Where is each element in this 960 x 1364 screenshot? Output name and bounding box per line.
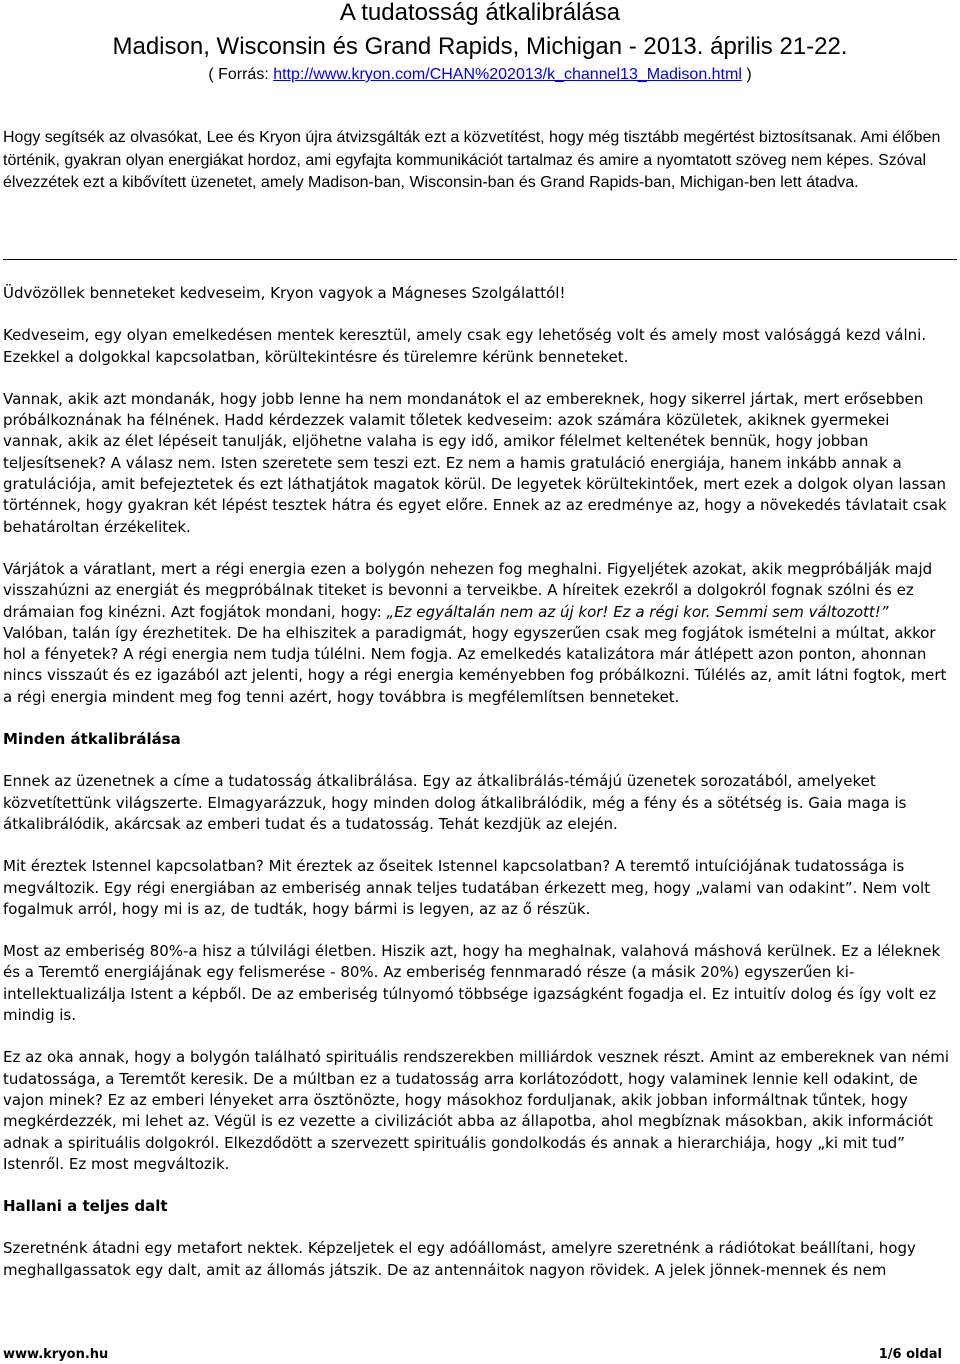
paragraph-3	[3, 559, 953, 708]
quote: „Ez egyáltalán nem az új kor! Ez a régi kor. Semmi sem változott!”	[386, 602, 889, 621]
divider	[3, 259, 957, 260]
paragraph-3-part-a: Várjátok a váratlant, mert a régi energia ezen a bolygón nehezen fog meghalni. Figyeljétek azokat, akik megpróbálják majd visszahúzni az energiát és megpróbálnak titeket is bevonni a terveikbe. A híreitek ezekről a dolgokról fognak szólni és ez drámaian fog kinézni. Azt fogjátok mondani, hogy:	[3, 559, 933, 621]
main-text	[3, 283, 953, 1302]
greeting: Üdvözöllek benneteket kedveseim, Kryon vagyok a Mágneses Szolgálattól!	[3, 284, 566, 302]
footer-page-number: 1/6 oldal	[878, 1347, 942, 1362]
paragraph-1: Kedveseim, egy olyan emelkedésen mentek keresztül, amely csak egy lehetőség volt és amely most valósággá kezd válni. Ezekkel a dolgokkal kapcsolatban, körültekintésre és türelemre kérünk benneteket.	[3, 326, 927, 366]
paragraph-5: Mit éreztek Istennel kapcsolatban? Mit éreztek az őseitek Istennel kapcsolatban? A teremtő intuíciójának tudatossága is megváltozik. Egy régi energiában az emberiség annak teljes tudatában érkezett meg, hogy „valami van odakint”. Nem volt fogalmuk arról, hogy mi is az, de tudták, hogy bármi is legyen, az az ő részük.	[3, 857, 931, 918]
paragraph-2: Vannak, akik azt mondanák, hogy jobb lenne ha nem mondanátok el az embereknek, hogy sikerrel jártak, mert erősebben próbálkoznának ha félnének. Hadd kérdezzek valamit tőletek kedveseim: azok számára közületek, akiknek gyermekei vannak, akik az élet lépéseit tanulják, eljöhetne valaha is egy idő, amikor félelmet keltenétek bennük, hogy jobban teljesítsenek? A válasz nem. Isten szeretete sem teszi ezt. Ez nem a hamis gratuláció energiája, hanem inkább annak a gratulációja, amit befejeztetek és ezt láthatjátok magatok körül. De legyetek körültekintőek, mert ezek a dolgok olyan lassan történnek, hogy gyakran két lépést tesztek hátra és egyet előre. Ennek az az eredménye az, hogy a növekedés távlatait csak behatároltan érzékelitek.	[3, 389, 947, 536]
document-subtitle: Madison, Wisconsin és Grand Rapids, Michigan - 2013. április 21-22.	[112, 33, 848, 60]
paragraph-7: Ez az oka annak, hogy a bolygón található spirituális rendszerekben milliárdok vesznek részt. Amint az embereknek van némi tudatossága, a Teremtőt keresik. De a múltban ez a tudatosság arra korlátozódott, hogy valaminek lennie kell odakint, de vajon minek? Ez az emberi lényeket arra ösztönözte, hogy másokhoz forduljanak, akik jobban informáltnak tűntek, hogy megkérdezzék, mi lehet az. Végül is ez vezette a civilizációt abba az állapotba, ahol megbíznak másokban, akik információt adnak a spirituális dolgokról. Elkezdődött a szervezett spirituális gondolkodás és annak a hierarchiája, hogy „ki mit tud” Istenről. Ez most megváltozik.	[3, 1048, 950, 1173]
source-link[interactable]: http://www.kryon.com/CHAN%202013/k_channel13_Madison.html	[273, 66, 742, 83]
paragraph-8: Szeretnénk átadni egy metafort nektek. Képzeljetek el egy adóállomást, amelyre szeretnénk a rádiótokat beállítani, hogy meghallgassatok egy dalt, amit az állomás játszik. De az antennáitok nagyon rövidek. A jelek jönnek-mennek és nem	[3, 1239, 916, 1279]
source-suffix: )	[741, 66, 752, 83]
intro-paragraph: Hogy segítsék az olvasókat, Lee és Kryon újra átvizsgálták ezt a közvetítést, hogy még tisztább megértést biztosítsanak. Ami élőben történik, gyakran olyan energiákat hordoz, ami egyfajta kommunikációt tartalmaz és amire a nyomtatott szöveg nem képes. Szóval élvezzétek ezt a kibővített üzenetet, amely Madison-ban, Wisconsin-ban és Grand Rapids-ban, Michigan-ben lett átadva.	[3, 129, 941, 191]
footer-website: www.kryon.hu	[3, 1347, 109, 1362]
source-line	[0, 65, 960, 85]
section-heading-1: Minden átkalibrálása	[3, 730, 181, 749]
paragraph-6: Most az emberiség 80%-a hisz a túlvilági életben. Hiszik azt, hogy ha meghalnak, valahová máshová kerülnek. Ez a léleknek és a Teremtő energiájának egy felismerése - 80%. Az emberiség fennmaradó része (a másik 20%) egyszerűen ki-intellektualizálja Istent a képből. De az emberiség túlnyomó többsége igazságként fogadja el. Ez intuitív dolog és így volt ez mindig is.	[3, 942, 941, 1025]
source-prefix: ( Forrás:	[208, 66, 274, 83]
section-heading-2: Hallani a teljes dalt	[3, 1197, 168, 1216]
paragraph-4: Ennek az üzenetnek a címe a tudatosság átkalibrálása. Egy az átkalibrálás-témájú üzenetek sorozatából, amelyeket közvetítettünk világszerte. Elmagyarázzuk, hogy minden dolog átkalibrálódik, még a fény és a sötétség is. Gaia maga is átkalibrálódik, akárcsak az emberi tudat és a tudatosság. Tehát kezdjük az elején.	[3, 772, 907, 833]
paragraph-3-part-b: Valóban, talán így érezhetitek. De ha elhiszitek a paradigmát, hogy egyszerűen csak meg fogjátok ismételni a múltat, akkor hol a fényetek? A régi energia nem tudja túlélni. Nem fogja. Az emelkedés katalizátora már átlépett azon ponton, ahonnan nincs visszaút és ez igazából azt jelenti, hogy a régi energia keményebben fog próbálkozni. Túlélés az, amit látni fogtok, mert a régi energia mindent meg fog tenni azért, hogy továbbra is megfélemlítsen benneteket.	[3, 623, 947, 706]
document-title: A tudatosság átkalibrálása	[339, 0, 621, 26]
